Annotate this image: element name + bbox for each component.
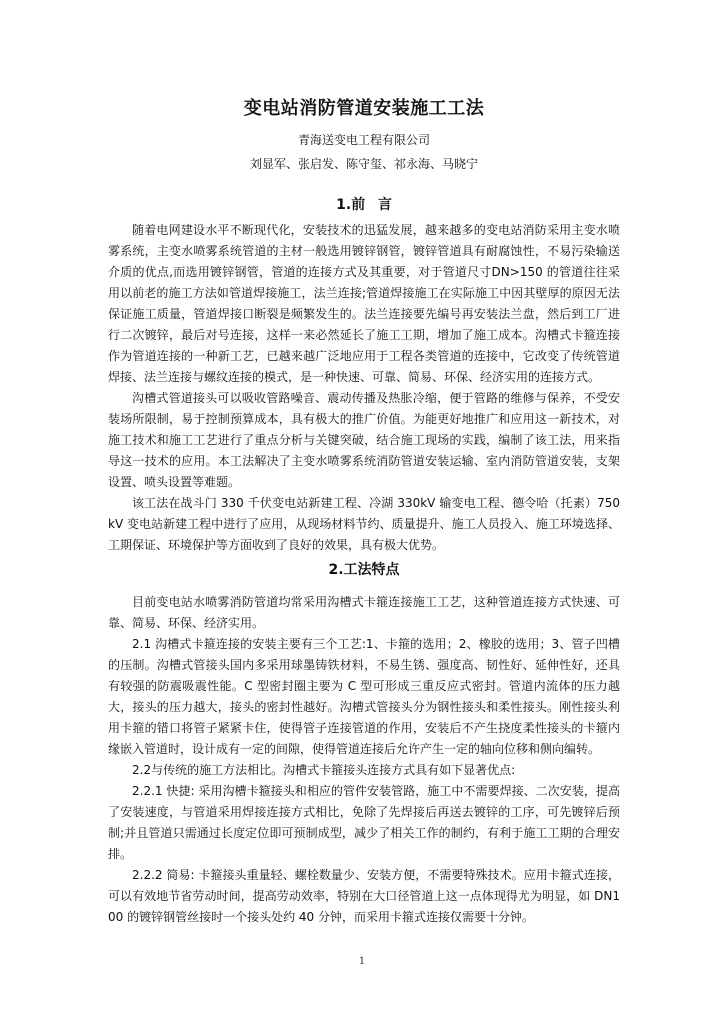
paragraph: 2.1 沟槽式卡箍连接的安装主要有三个工艺:1、卡箍的选用；2、橡胶的选用；3、管子凹槽的压制。沟槽式管接头国内多采用球墨铸铁材料，不易生锈、强度高、韧性好、延伸性好，还具有较强的防震吸震性能。C 型密封圈主要为 C 型可形成三重反应式密封。管道内流体的压力越大，接头的压力越大，接头的密封性越好。沟槽式管接头分为钢性接头和柔性接头。刚性接头利用卡箍的错口将管子紧紧卡住，使得管子连接管道的作用，安装后不产生挠度柔性接头的卡箍内缘嵌入管道时，设计成有一定的间隙，使得管道连接后允许产生一定的轴向位移和侧向编转。 (108, 637, 620, 756)
page-number: 1 (358, 956, 366, 967)
author-list: 刘显军、张启发、陈守玺、祁永海、马晓宁 (249, 157, 478, 171)
paragraph: 2.2与传统的施工方法相比。沟槽式卡箍接头连接方式具有如下显著优点: (132, 763, 516, 777)
section-label: 言 (377, 197, 392, 213)
company-name: 青海送变电工程有限公司 (297, 133, 430, 147)
section-number: 2.工法特点 (328, 562, 400, 578)
document-title: 变电站消防管道安装施工工法 (243, 98, 485, 119)
paragraph: 2.2.2 简易: 卡箍接头重量轻、螺栓数量少、安装方便，不需要特殊技术。应用卡箍式连接，可以有效地节省劳动时间，提高劳动效率，特别在大口径管道上这一点体现得尤为明显，如 DN100 的镀锌钢管丝接时一个接头处约 40 分钟，而采用卡箍式连接仅需要十分钟。 (108, 868, 620, 924)
section-heading-features (108, 559, 620, 581)
paragraph: 沟槽式管道接头可以吸收管路噪音、震动传播及热胀冷缩，便于管路的维修与保养，不受安装场所限制，易于控制预算成本，具有极大的推广价值。为能更好地推广和应用这一新技术，对施工技术和施工工艺进行了重点分析与关键突破，结合施工现场的实践，编制了该工法，用来指导这一技术的应用。本工法解决了主变水喷雾系统消防管道安装运输、室内消防管道安装，支架设置、喷头设置等难题。 (108, 391, 620, 489)
paragraph: 2.2.1 快捷: 采用沟槽卡箍接头和相应的管件安装管路，施工中不需要焊接、二次安装，提高了安装速度，与管道采用焊接连接方式相比，免除了先焊接后再送去镀锌的工序，可先镀锌后预制;并且管道只需通过长度定位即可预制成型，减少了相关工作的制约，有利于施工工期的合理安排。 (108, 784, 620, 861)
section-heading-preface (108, 194, 620, 216)
paragraph: 该工法在战斗门 330 千伏变电站新建工程、冷湖 330kV 输变电工程、德令哈（托素）750kV 变电站新建工程中进行了应用，从现场材料节约、质量提升、施工人员投入、施工环境选择、工期保证、环境保护等方面收到了良好的效果，具有极大优势。 (108, 496, 620, 552)
paragraph: 随着电网建设水平不断现代化，安装技术的迅猛发展，越来越多的变电站消防采用主变水喷雾系统，主变水喷雾系统管道的主材一般选用镀锌钢管，镀锌管道具有耐腐蚀性，不易污染输送介质的优点,而选用镀锌钢管，管道的连接方式及其重要，对于管道尺寸DN>150 的管道往往采用以前老的施工方法如管道焊接施工，法兰连接;管道焊接施工在实际施工中因其壁厚的原因无法保证施工质量，管道焊接口断裂是频繁发生的。法兰连接要先编号再安装法兰盘，然后到工厂进行二次镀锌，最后对号连接，这样一来必然延长了施工工期，增加了施工成本。沟槽式卡箍连接作为管道连接的一种新工艺，已越来越广泛地应用于工程各类管道的连接中，它改变了传统管道焊接、法兰连接与螺纹连接的模式，是一种快速、可靠、简易、环保、经济实用的连接方式。 (108, 223, 620, 384)
paragraph: 目前变电站水喷雾消防管道均常采用沟槽式卡箍连接施工工艺，这种管道连接方式快速、可靠、简易、环保、经济实用。 (108, 595, 620, 630)
document-page (108, 96, 620, 928)
section-number: 1.前 (336, 197, 366, 213)
